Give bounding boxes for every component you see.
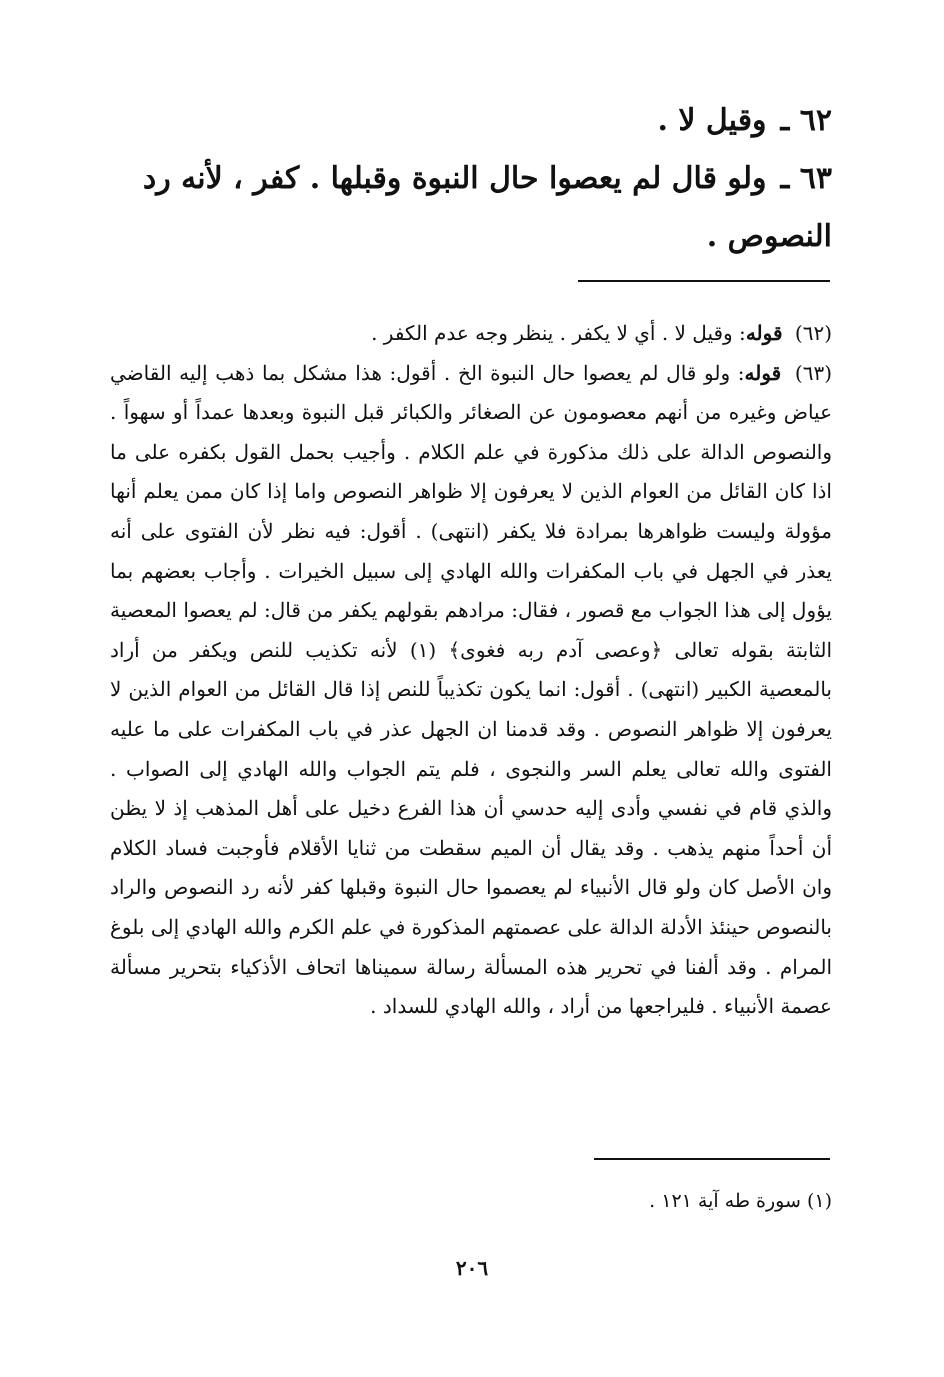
commentary-text: : وقيل لا . أي لا يكفر . ينظر وجه عدم الكفر . xyxy=(371,321,746,345)
matn-item-63 xyxy=(112,150,832,266)
matn-text: ولو قال لم يعصوا حال النبوة وقبلها . كفر ، لأنه رد النصوص . xyxy=(142,161,832,254)
commentary-number: (٦٢) xyxy=(794,321,832,345)
commentary-text: : ولو قال لم يعصوا حال النبوة الخ . أقول: هذا مشكل بما ذهب إليه القاضي عياض وغيره من أنهم معصومون عن الصغائر والكبائر قبل النبوة وبعدها عمداً أو سهواً . والنصوص الدالة على ذلك مذكورة في علم الكلام . وأجيب بحمل القول بكفره على ما اذا كان القائل من العوام الذين لا يعرفون إلا ظواهر النصوص واما إذا كان ممن يعلم أنها مؤولة وليست ظواهرها بمرادة فلا يكفر (انتهى) . أقول: فيه نظر لأن الفتوى على أنه يعذر في الجهل في باب المكفرات والله الهادي إلى سبيل الخيرات . وأجاب بعضهم بما يؤول إلى هذا الجواب مع قصور ، فقال: مرادهم بقولهم يكفر من قال: لم يعصوا المعصية الثابتة بقوله تعالى ﴿وعصى آدم ربه فغوى﴾ (١) لأنه تكذيب للنص ويكفر من أراد بالمعصية الكبير (انتهى) . أقول: انما يكون تكذيباً للنص إذا قال القائل من العوام الذين لا يعرفون إلا ظواهر النصوص . وقد قدمنا ان الجهل عذر في باب المكفرات على ما عليه الفتوى والله تعالى يعلم السر والنجوى ، فلم يتم الجواب والله الهادي إلى الصواب . والذي قام في نفسي وأدى إليه حدسي أن هذا الفرع دخيل على أهل المذهب إذ لا يظن أن أحداً منهم يذهب . وقد يقال أن الميم سقطت من ثنايا الأقلام فأوجبت فساد الكلام وان الأصل كان ولو قال الأنبياء لم يعصموا حال النبوة وقبلها كفر لأنه رد النصوص والراد بالنصوص حينئذ الأدلة الدالة على عصمتهم المذكورة في علم الكرم والله الهادي إلى بلوغ المرام . وقد ألفنا في تحرير هذه المسألة رسالة سميناها اتحاف الأذكياء بتحرير مسألة عصمة الأنبياء . فليراجعها من أراد ، والله الهادي للسداد . xyxy=(110,360,833,1019)
matn-number: ٦٣ ـ xyxy=(780,161,832,196)
matn-section xyxy=(112,92,832,266)
commentary-item-62 xyxy=(110,314,832,354)
commentary-number: (٦٣) xyxy=(794,360,833,385)
section-divider xyxy=(578,280,830,282)
footnote-divider xyxy=(594,1158,830,1160)
commentary-keyword: قوله xyxy=(744,360,782,385)
commentary-section xyxy=(110,314,832,1027)
footnote: (١) سورة طه آية ١٢١ . xyxy=(649,1190,832,1212)
matn-item-62 xyxy=(112,92,832,150)
matn-number: ٦٢ ـ xyxy=(780,103,832,138)
page-number: ٢٠٦ xyxy=(455,1256,489,1280)
commentary-keyword: قوله xyxy=(745,321,783,345)
commentary-item-63 xyxy=(110,354,832,1027)
matn-text: وقيل لا . xyxy=(657,103,767,138)
